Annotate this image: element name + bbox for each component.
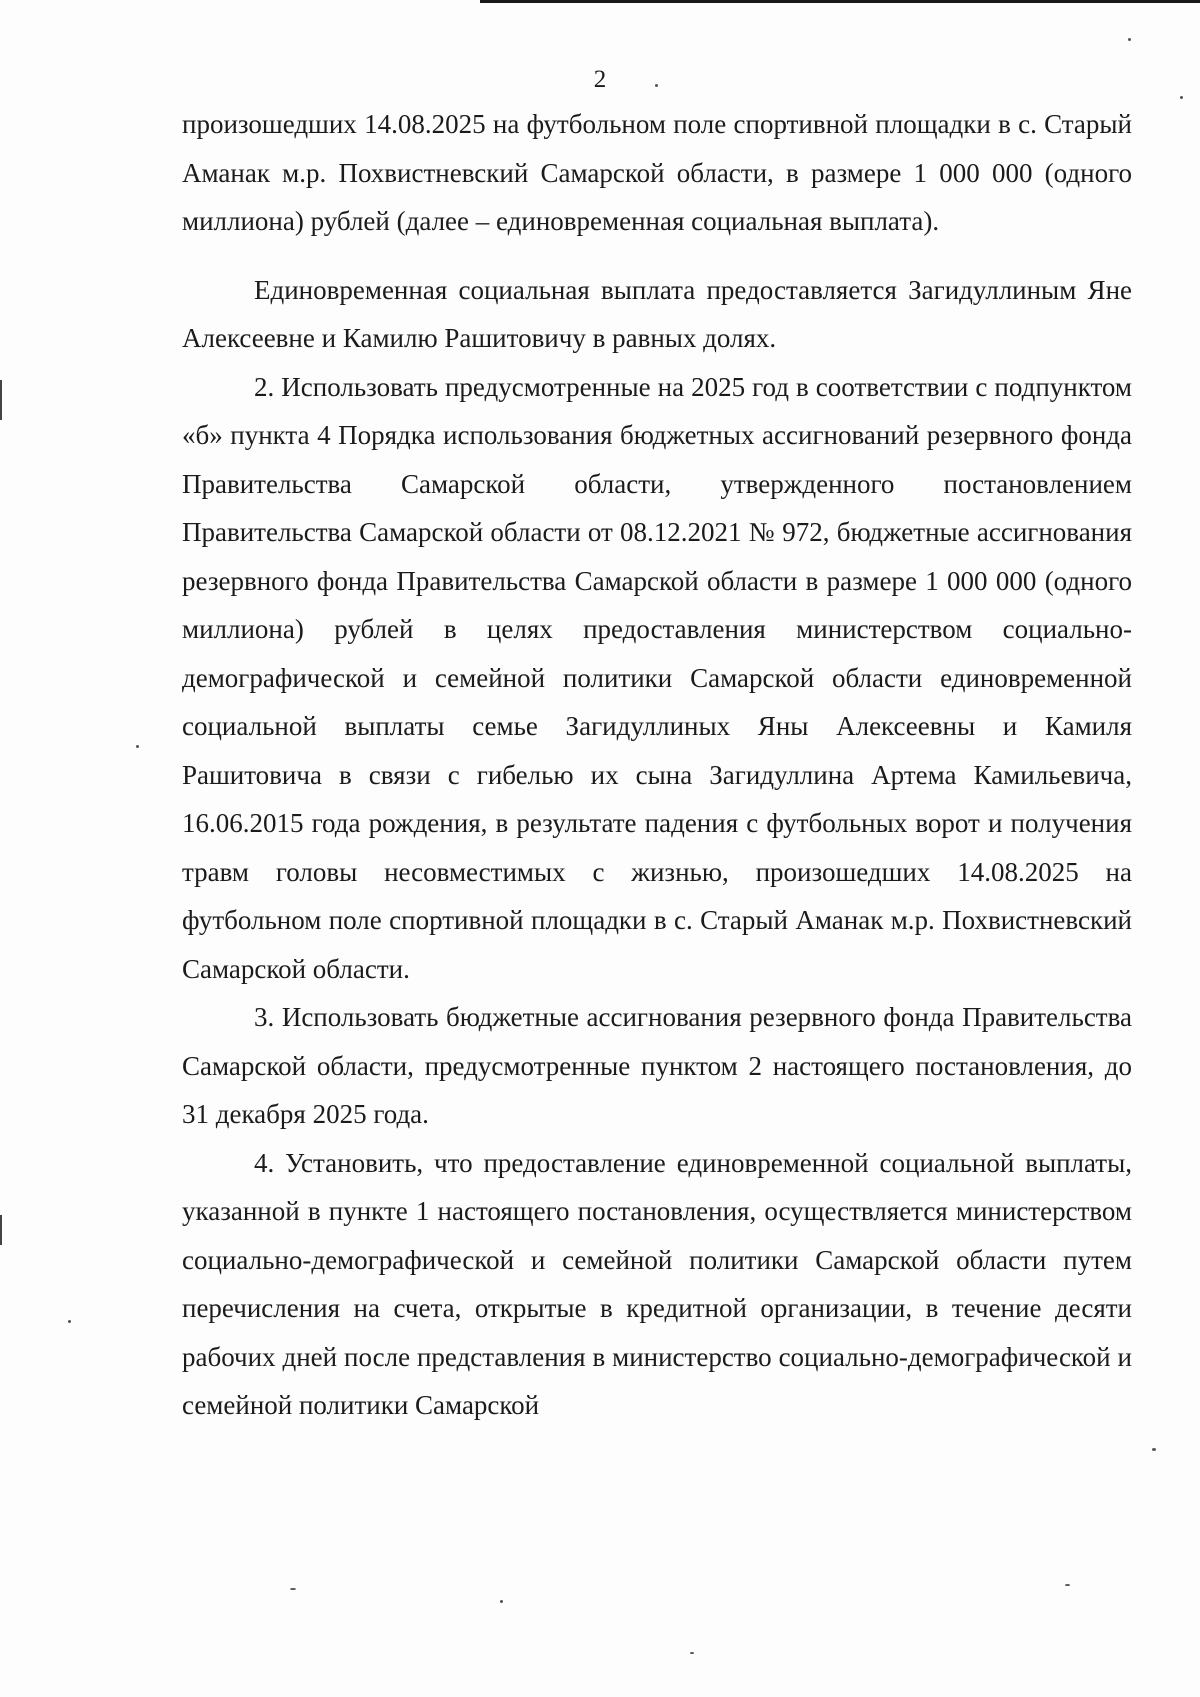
scan-edge-mark [0,380,2,420]
scan-speck [1152,1448,1156,1451]
paragraph-item-2: 2. Использовать предусмотренные на 2025 год в соответствии с подпунктом «б» пункта 4 Порядка использования бюджетных ассигнований резервного фонда Правительства Самарской области, утвержденного постановлением Правительства Самарской области от 08.12.2021 № 972, бюджетные ассигнования резервного фонда Правительства Самарской области в размере 1 000 000 (одного миллиона) рублей в целях предоставления министерством социально-демографической и семейной политики Самарской области единовременной социальной выплаты семье Загидуллиных Яны Алексеевны и Камиля Рашитовича в связи с гибелью их сына Загидуллина Артема Камильевича, 16.06.2015 года рождения, в результате падения с футбольных ворот и получения травм головы несовместимых с жизнью, произошедших 14.08.2025 на футбольном поле спортивной площадки в с. Старый Аманак м.р. Похвистневский Самарской области. [182,371,1132,984]
paragraph-payment-shares: Единовременная социальная выплата предоставляется Загидуллиным Яне Алексеевне и Камилю Рашитовичу в равных долях. [182,274,1132,353]
paragraph-item-3: 3. Использовать бюджетные ассигнования резервного фонда Правительства Самарской области, предусмотренные пунктом 2 настоящего постановления, до 31 декабря 2025 года. [182,1002,1132,1129]
page-number: 2 [593,66,607,93]
document-body [182,100,1132,1430]
scan-speck [68,1320,71,1323]
scan-speck [136,745,139,748]
scan-speck [1180,96,1183,99]
scan-speck [690,1652,694,1654]
scan-speck [290,1588,296,1590]
top-border-line [480,0,1200,3]
scan-speck [500,1600,503,1603]
scan-speck [1065,1584,1070,1586]
paragraph-continuation: произошедших 14.08.2025 на футбольном поле спортивной площадки в с. Старый Аманак м.р. Похвистневский Самарской области, в размере 1 000 000 (одного миллиона) рублей (далее – единовременная социальная выплата). [182,109,1132,236]
scan-speck [1128,38,1131,41]
scan-edge-mark [0,1215,2,1245]
scan-speck [655,84,658,87]
paragraph-item-4: 4. Установить, что предоставление единовременной социальной выплаты, указанной в пункте 1 настоящего постановления, осуществляется министерством социально-демографической и семейной политики Самарской области путем перечисления на счета, открытые в кредитной организации, в течение десяти рабочих дней после представления в министерство социально-демографической и семейной политики Самарской [182,1147,1132,1420]
